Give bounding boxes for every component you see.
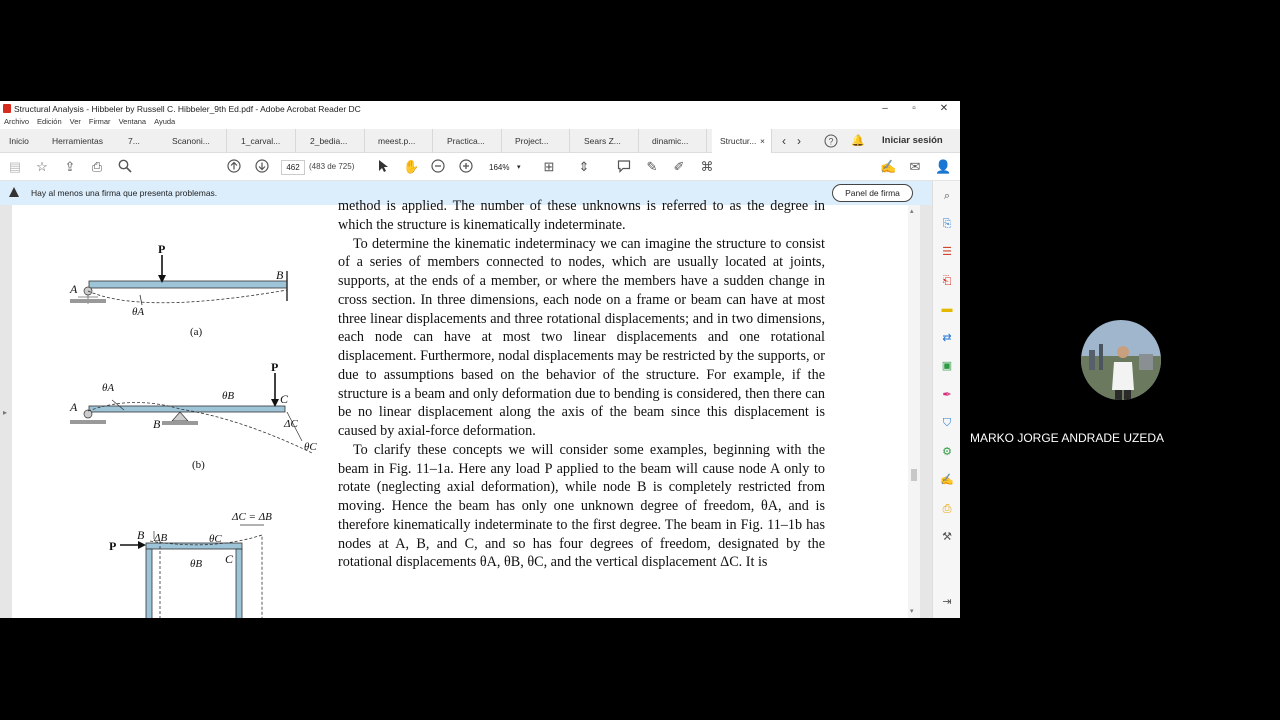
fig-b-node-c: C xyxy=(280,392,289,406)
acrobat-window xyxy=(0,101,960,618)
doc-tab[interactable]: Scanoni... xyxy=(164,129,227,153)
fig-b-rot-b: θB xyxy=(222,390,235,402)
prev-page-icon[interactable] xyxy=(226,159,242,177)
select-cursor-icon[interactable] xyxy=(375,159,391,177)
doc-tab[interactable]: Practica... xyxy=(439,129,502,153)
bell-icon[interactable]: 🔔 xyxy=(851,135,865,147)
page-count: (483 de 725) xyxy=(309,162,355,171)
pen-icon[interactable]: ✎ xyxy=(646,159,658,174)
zoom-value: 164% xyxy=(489,163,510,172)
search-icon[interactable] xyxy=(117,159,133,177)
next-page-icon[interactable] xyxy=(254,159,270,177)
window-title: Structural Analysis - Hibbeler by Russell C. Hibbeler_9th Ed.pdf - Adobe Acrobat Reader DC xyxy=(14,104,361,114)
fig-b-caption: (b) xyxy=(192,459,205,471)
fig-b-node-a: A xyxy=(70,400,78,414)
fill-sign-icon[interactable]: ✒ xyxy=(942,389,952,401)
menu-archivo[interactable]: Archivo xyxy=(4,117,30,126)
paragraph: To clarify these concepts we will consider some examples, beginning with the beam in Fig. 11–1a. Here any load P applied to the beam will cause node A only to rotate (neglecting axial deformation), while node B is completely restricted from moving. Hence the beam has only one unknown degree of freedom, θA, and is therefore kinematically indeterminate to the first degree. The beam in Fig. 11–1b has nodes at A, B, and C, and so has four degrees of freedom, designated by the rotational displacements θA, θB, θC, and the vertical displacement ΔC. It is xyxy=(338,441,825,571)
minimize-button[interactable]: – xyxy=(882,103,888,114)
more-tools-icon[interactable]: ⚒ xyxy=(942,531,952,543)
stamp-icon[interactable]: ⌘ xyxy=(700,159,714,174)
menu-ayuda[interactable]: Ayuda xyxy=(154,117,176,126)
tab-home[interactable]: Inicio xyxy=(9,136,29,146)
fig-a-rotation: θA xyxy=(132,306,145,318)
zoom-search-icon[interactable]: ⌕ xyxy=(943,190,951,202)
hand-tool-icon[interactable]: ✋ xyxy=(403,159,420,174)
toolbar xyxy=(0,153,960,181)
zoom-in-icon[interactable] xyxy=(458,159,474,177)
fig-b-load-label: P xyxy=(271,360,279,374)
add-user-icon[interactable]: 👤 xyxy=(935,159,952,174)
fig-c-rot-b: θB xyxy=(190,558,203,570)
tab-scroll-right-icon[interactable]: › xyxy=(797,134,801,148)
upload-icon[interactable]: ⇪ xyxy=(64,159,76,174)
signature-message: Hay al menos una firma que presenta problemas. xyxy=(31,188,218,198)
fig-c-rot-c: θC xyxy=(209,533,222,545)
protect-shield-icon[interactable]: ⛉ xyxy=(942,417,952,429)
title-bar xyxy=(0,101,960,117)
vertical-scrollbar[interactable] xyxy=(908,205,920,618)
scroll-down-icon[interactable]: ▾ xyxy=(910,608,914,615)
doc-tab[interactable]: Sears Z... xyxy=(576,129,639,153)
scroll-mode-icon[interactable]: ⇕ xyxy=(578,159,590,174)
signature-panel-button[interactable]: Panel de firma xyxy=(832,184,913,202)
edit-sign-icon[interactable]: ✍ xyxy=(880,159,897,174)
collapse-panel-icon[interactable]: ⇥ xyxy=(942,596,952,608)
comment-icon[interactable] xyxy=(616,159,632,177)
fig-b-disp-c: ΔC xyxy=(284,418,298,430)
document-area xyxy=(0,198,932,618)
organize-pages-icon[interactable]: ☰ xyxy=(942,246,952,258)
tab-tools[interactable]: Herramientas xyxy=(52,136,104,146)
help-icon[interactable] xyxy=(824,129,838,153)
doc-tab[interactable]: dinamic... xyxy=(644,129,707,153)
zoom-out-icon[interactable] xyxy=(430,159,446,177)
tab-seven[interactable]: 7... xyxy=(128,136,140,146)
fig-c-node-c: C xyxy=(225,552,234,566)
create-pdf-icon[interactable]: ⎗ xyxy=(942,275,952,287)
close-tab-icon[interactable]: × xyxy=(760,136,765,146)
participant-avatar xyxy=(1081,320,1161,400)
figures xyxy=(12,205,342,618)
fig-c-node-b: B xyxy=(137,528,145,542)
left-panel-toggle-icon[interactable]: ▸ xyxy=(3,408,8,417)
page-text xyxy=(338,197,825,572)
fig-b-node-b: B xyxy=(153,417,161,431)
doc-tab-label: Structur... xyxy=(720,136,757,146)
close-window-button[interactable]: ✕ xyxy=(939,103,949,114)
combine-files-icon[interactable]: ⇄ xyxy=(942,332,952,344)
menu-ventana[interactable]: Ventana xyxy=(118,117,147,126)
figure-b xyxy=(69,360,317,471)
menu-edicion[interactable]: Edición xyxy=(37,117,62,126)
request-signature-icon[interactable]: ✍ xyxy=(940,474,954,486)
paragraph: method is applied. The number of these unknowns is referred to as the degree in which the structure is kinematically indeterminate. xyxy=(338,198,825,233)
doc-tab[interactable]: Project... xyxy=(507,129,570,153)
fig-c-disp-b: ΔB xyxy=(154,532,168,544)
zoom-select[interactable] xyxy=(484,160,528,175)
send-track-icon[interactable]: ⎙ xyxy=(942,503,952,515)
svg-text:?: ? xyxy=(828,136,834,147)
signin-button[interactable]: Iniciar sesión xyxy=(882,135,943,146)
page-fit-icon[interactable]: ⊞ xyxy=(543,159,555,174)
scroll-up-icon[interactable]: ▴ xyxy=(910,208,914,215)
doc-tab[interactable]: meest.p... xyxy=(370,129,433,153)
fig-c-load-label: P xyxy=(109,539,117,553)
mail-icon[interactable]: ✉ xyxy=(909,159,921,174)
scrollbar-thumb[interactable] xyxy=(911,469,917,481)
comment-panel-icon[interactable]: ▬ xyxy=(941,303,953,315)
fig-c-disp-eq: ΔC = ΔB xyxy=(232,511,272,523)
tab-bar xyxy=(0,129,960,153)
doc-tab-active[interactable] xyxy=(712,129,772,153)
warning-icon xyxy=(9,187,19,197)
menu-ver[interactable]: Ver xyxy=(69,117,81,126)
save-icon[interactable]: ▤ xyxy=(8,159,22,174)
menu-bar xyxy=(0,117,960,129)
fig-a-caption: (a) xyxy=(190,326,203,338)
fig-a-load-label: P xyxy=(158,242,166,256)
pdf-page xyxy=(12,198,908,618)
page-number-input[interactable]: 462 xyxy=(281,160,305,175)
figure-a xyxy=(69,242,287,338)
participant-name: MARKO JORGE ANDRADE UZEDA xyxy=(970,431,1165,445)
right-tools-panel xyxy=(932,181,960,618)
tab-scroll-left-icon[interactable]: ‹ xyxy=(782,134,786,148)
maximize-button[interactable]: ▫ xyxy=(912,103,916,114)
export-pdf-icon[interactable]: ⎘ xyxy=(942,218,952,230)
doc-tab[interactable]: 2_bedia... xyxy=(302,129,365,153)
print-icon[interactable]: ⎙ xyxy=(91,159,103,174)
bookmark-star-icon[interactable]: ☆ xyxy=(36,159,48,174)
menu-firmar[interactable]: Firmar xyxy=(88,117,111,126)
pdf-app-icon xyxy=(3,104,11,113)
fig-b-rot-c: θC xyxy=(304,441,317,453)
highlight-icon[interactable]: ✐ xyxy=(673,159,685,174)
doc-tab[interactable]: 1_carval... xyxy=(233,129,296,153)
edit-pdf-icon[interactable]: ⚙ xyxy=(942,446,952,458)
figure-c xyxy=(109,511,272,618)
fig-a-node-b: B xyxy=(276,268,284,282)
compress-icon[interactable]: ▣ xyxy=(941,360,953,372)
fig-b-rot-a: θA xyxy=(102,382,115,394)
fig-a-node-a: A xyxy=(70,282,78,296)
paragraph: To determine the kinematic indeterminacy we can imagine the structure to consist of a series of members connected to nodes, which are usually located at joints, supports, at the ends of a member, or where the members have a sudden change in cross section. In three dimensions, each node on a frame or beam can have at most three linear displacements and three rotational displacements; and in two dimensions, each node can have at most two linear displacements and one rotational displacement. Furthermore, nodal displacements may be restricted by the supports, or due to assumptions based on the behavior of the structure. For example, if the structure is a beam and only deformation due to bending is considered, then there can be no linear displacement along the axis of the beam since this displacement is caused by axial-force deformation. xyxy=(338,235,825,439)
chevron-down-icon: ▾ xyxy=(517,164,521,171)
